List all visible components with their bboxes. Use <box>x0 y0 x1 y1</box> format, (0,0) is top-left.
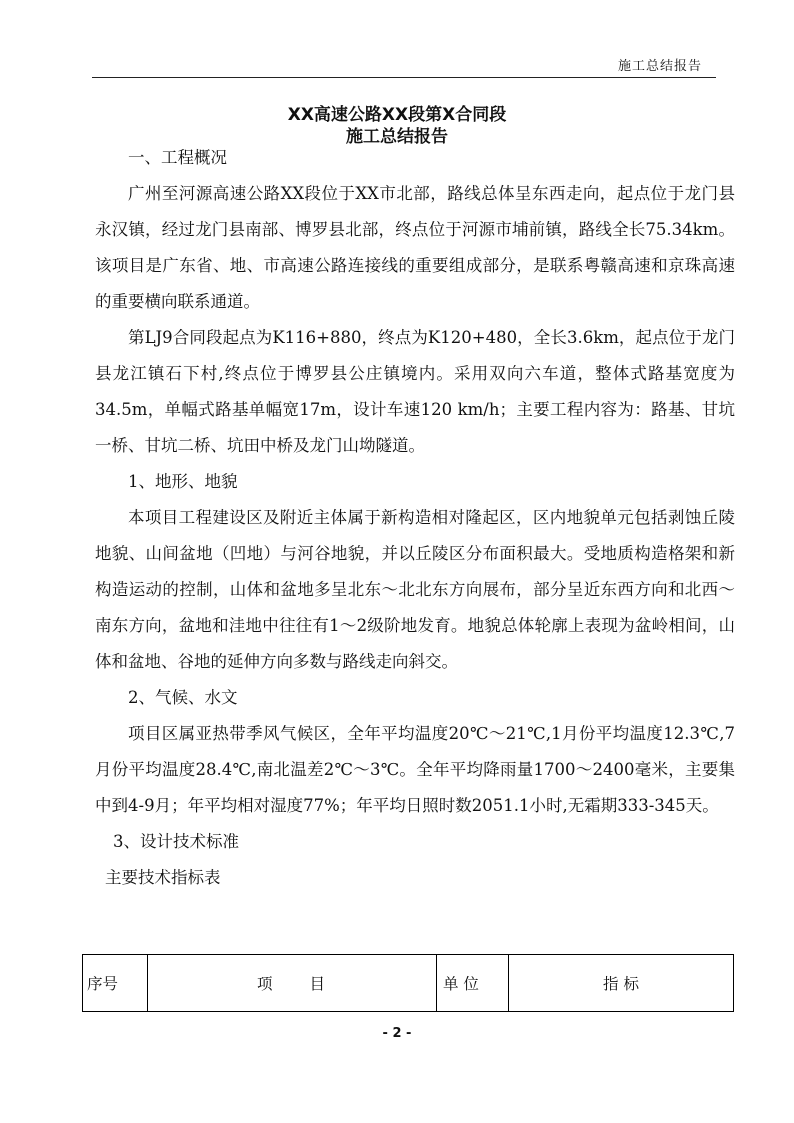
document-subtitle: 施工总结报告 <box>346 127 448 147</box>
page-number: - 2 - <box>382 1026 412 1041</box>
technical-indicator-table <box>82 954 734 1012</box>
running-header: 施工总结报告 <box>617 59 702 74</box>
paragraph-overview-contract: 第LJ9合同段起点为K116+880，终点为K120+480，全长3.6km，起点位于龙门县龙江镇石下村,终点位于博罗县公庄镇境内。采用双向六车道，整体式路基宽度为34.5m，单幅式路基单幅宽17m，设计车速120 km/h；主要工程内容为：路基、甘坑一桥、甘坑二桥、坑田中桥及龙门山坳隧道。 <box>95 328 735 455</box>
section-heading-terrain: 1、地形、地貌 <box>128 472 238 491</box>
paragraph-overview-route: 广州至河源高速公路XX段位于XX市北部，路线总体呈东西走向，起点位于龙门县永汉镇，经过龙门县南部、博罗县北部，终点位于河源市埔前镇，路线全长75.34km。该项目是广东省、地、市高速公路连接线的重要组成部分，是联系粤赣高速和京珠高速的重要横向联系通道。 <box>95 184 735 311</box>
column-header-number: 序号 <box>83 955 148 1012</box>
section-heading-climate: 2、气候、水文 <box>128 688 238 707</box>
column-header-item: 项 目 <box>148 955 437 1012</box>
header-rule <box>92 77 716 78</box>
document-body <box>95 140 735 896</box>
section-heading-standards: 3、设计技术标准 <box>113 832 239 851</box>
table-header-row <box>83 955 734 1012</box>
document-title: XX高速公路XX段第X合同段 <box>287 105 507 125</box>
paragraph-climate: 项目区属亚热带季风气候区，全年平均温度20℃～21℃,1月份平均温度12.3℃,7月份平均温度28.4℃,南北温差2℃～3℃。全年平均降雨量1700～2400毫米，主要集中到4-9月；年平均相对湿度77%；年平均日照时数2051.1小时,无霜期333-345天。 <box>95 724 735 815</box>
paragraph-terrain: 本项目工程建设区及附近主体属于新构造相对隆起区，区内地貌单元包括剥蚀丘陵地貌、山间盆地（凹地）与河谷地貌，并以丘陵区分布面积最大。受地质构造格架和新构造运动的控制，山体和盆地多呈北东～北北东方向展布，部分呈近东西方向和北西～南东方向，盆地和洼地中往往有1～2级阶地发育。地貌总体轮廓上表现为盆岭相间，山体和盆地、谷地的延伸方向多数与路线走向斜交。 <box>95 508 735 671</box>
section-heading-overview: 一、工程概况 <box>128 148 227 167</box>
column-header-indicator: 指 标 <box>509 955 734 1012</box>
table-caption: 主要技术指标表 <box>105 868 221 887</box>
column-header-unit: 单 位 <box>437 955 509 1012</box>
